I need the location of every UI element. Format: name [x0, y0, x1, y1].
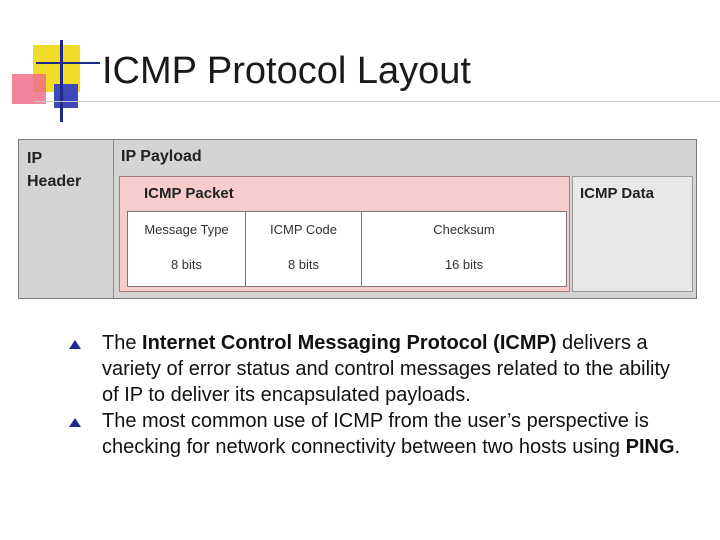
field-icmp-code: [246, 212, 362, 286]
field-name: Message Type: [144, 222, 229, 237]
field-size: 16 bits: [444, 257, 484, 272]
bullet-text-pre: The most common use of ICMP from the user’s perspective is checking for network connectivity between two hosts using: [102, 410, 649, 458]
icmp-packet-label: ICMP Packet: [144, 185, 234, 202]
ip-header-label-line1: IP: [27, 150, 43, 167]
field-checksum: [362, 212, 566, 286]
logo-horizontal-line: [36, 62, 100, 64]
field-name: ICMP Code: [270, 222, 337, 237]
field-size: 8 bits: [170, 257, 203, 272]
slide-logo-decoration: [0, 0, 100, 130]
bullet-text-pre: The: [102, 332, 143, 354]
icmp-data-block: ICMP Data: [572, 176, 693, 292]
field-size: 8 bits: [287, 257, 320, 272]
ip-header-label-line2: Header: [27, 173, 82, 190]
logo-blue-square: [54, 84, 78, 108]
field-message-type: [128, 212, 246, 286]
bullet-text-bold: Internet Control Messaging Protocol (ICMP): [142, 332, 557, 354]
bullet-list: [66, 330, 686, 460]
logo-vertical-line: [60, 40, 63, 122]
bullet-triangle-icon: [69, 418, 81, 427]
bullet-text-post: .: [674, 436, 681, 458]
bullet-item: [66, 408, 686, 460]
ip-payload-label: IP Payload: [121, 148, 202, 165]
field-name: Checksum: [433, 222, 495, 237]
icmp-packet-block: [119, 176, 570, 292]
bullet-text-bold: PING: [625, 436, 675, 458]
bullet-item: [66, 330, 686, 408]
logo-red-square: [12, 74, 46, 104]
bullet-triangle-icon: [69, 340, 81, 349]
ip-header-block: [19, 140, 114, 298]
slide-title: ICMP Protocol Layout: [102, 50, 471, 92]
icmp-layout-diagram: [18, 139, 697, 299]
bullet-text-post: delivers a variety of error status and control messages related to the ability of IP to deliver its encapsulated payloads.: [102, 332, 671, 406]
title-underline: [34, 101, 720, 102]
icmp-header-fields: [127, 211, 567, 287]
